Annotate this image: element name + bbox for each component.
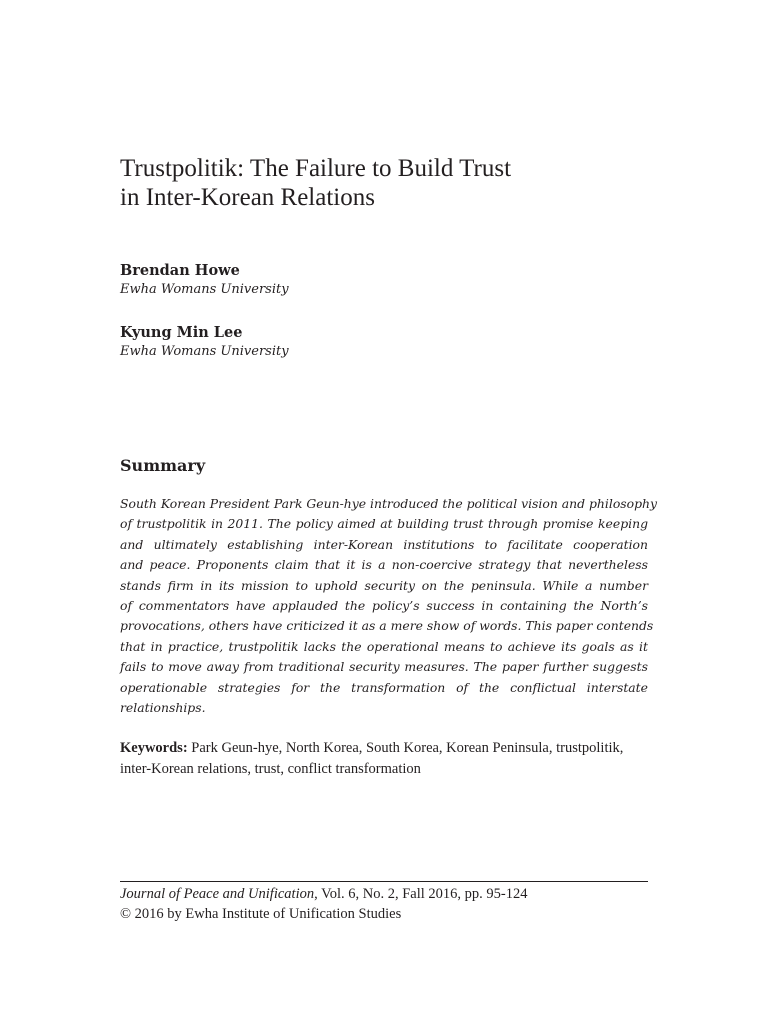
keywords-text: Park Geun-hye, North Korea, South Korea, Korean Peninsula, trustpolitik,: [187, 740, 624, 756]
author-block-2: [120, 323, 520, 361]
abstract-line: South Korean President Park Geun-hye introduced the political vision and philosophy: [120, 496, 658, 511]
summary-heading: Summary: [120, 456, 206, 475]
abstract-line: relationships.: [120, 700, 206, 716]
footer-divider: [120, 881, 648, 882]
journal-volume-info: , Vol. 6, No. 2, Fall 2016, pp. 95-124: [314, 886, 528, 902]
keywords-line-1: [120, 738, 648, 759]
author-block-1: [120, 261, 520, 299]
paper-title-line-2: in Inter-Korean Relations: [120, 184, 375, 211]
abstract-line: that in practice, trustpolitik lacks the operational means to achieve its goals as it: [120, 638, 648, 654]
journal-name: Journal of Peace and Unification: [120, 886, 315, 902]
keywords-line-2: inter-Korean relations, trust, conflict transformation: [120, 761, 421, 777]
abstract-line: provocations, others have criticized it as a mere show of words. This paper contends: [120, 618, 654, 634]
abstract-line: stands firm in its mission to uphold security on the peninsula. While a number: [120, 577, 648, 593]
abstract-line: and ultimately establishing inter-Korean institutions to facilitate cooperation: [120, 536, 648, 552]
author-name: Brendan Howe: [120, 262, 240, 279]
journal-citation: [120, 884, 648, 904]
abstract-line: of trustpolitik in 2011. The policy aimed at building trust through promise keeping: [120, 516, 648, 532]
copyright-notice: © 2016 by Ewha Institute of Unification Studies: [120, 906, 402, 922]
abstract-line: operationable strategies for the transformation of the conflictual interstate: [120, 679, 648, 695]
keywords-label: Keywords:: [120, 740, 188, 756]
abstract-line: fails to move away from traditional security measures. The paper further suggests: [120, 659, 648, 675]
abstract-line: and peace. Proponents claim that it is a non-coercive strategy that nevertheless: [120, 557, 648, 573]
author-affiliation: Ewha Womans University: [120, 344, 289, 359]
journal-footer: [120, 884, 648, 924]
abstract-text: [120, 494, 658, 718]
author-affiliation: Ewha Womans University: [120, 282, 289, 297]
keywords: [120, 738, 648, 780]
paper-title-line-1: Trustpolitik: The Failure to Build Trust: [120, 155, 512, 182]
paper-title: [120, 154, 660, 212]
author-name: Kyung Min Lee: [120, 324, 243, 341]
abstract-line: of commentators have applauded the policy’s success in containing the North’s: [120, 598, 648, 614]
